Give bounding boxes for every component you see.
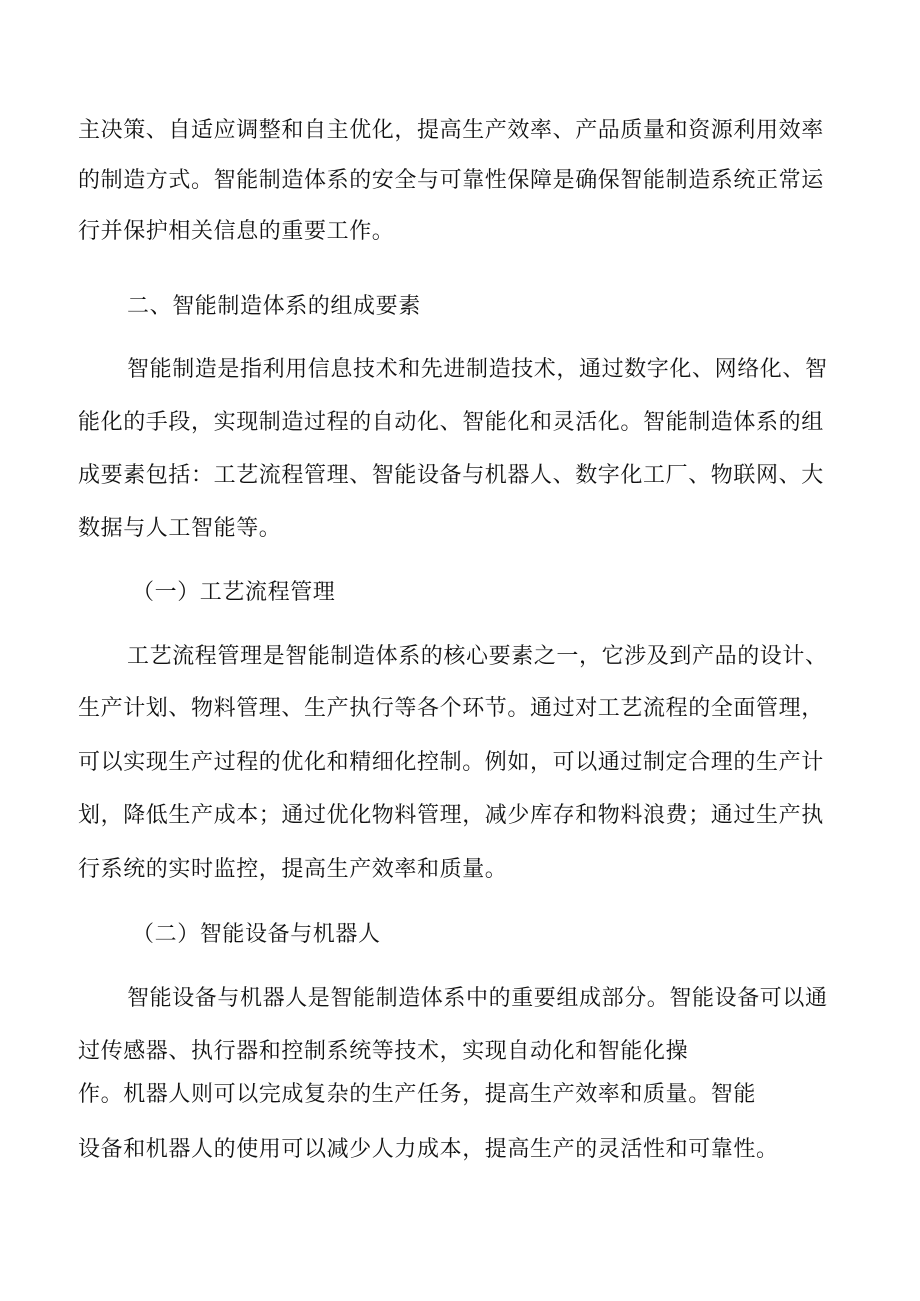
- section-para-line-1: 智能制造是指利用信息技术和先进制造技术，通过数字化、网络化、智: [127, 357, 828, 382]
- sub1-para-line-4: 划，降低生产成本；通过优化物料管理，减少库存和物料浪费；通过生产执: [78, 803, 824, 828]
- intro-line-3: 行并保护相关信息的重要工作。: [78, 219, 395, 244]
- intro-line-1: 主决策、自适应调整和自主优化，提高生产效率、产品质量和资源利用效率: [78, 118, 824, 143]
- sub2-para-line-4: 设备和机器人的使用可以减少人力成本，提高生产的灵活性和可靠性。: [78, 1137, 779, 1162]
- subsection-heading-2: （二）智能设备与机器人: [132, 922, 381, 947]
- section-para-line-3: 成要素包括：工艺流程管理、智能设备与机器人、数字化工厂、物联网、大: [78, 463, 824, 488]
- sub1-para-line-3: 可以实现生产过程的优化和精细化控制。例如，可以通过制定合理的生产计: [78, 750, 824, 775]
- intro-line-2: 的制造方式。智能制造体系的安全与可靠性保障是确保智能制造系统正常运: [78, 168, 824, 193]
- sub2-para-line-3: 作。机器人则可以完成复杂的生产任务，提高生产效率和质量。智能: [78, 1082, 757, 1107]
- sub2-para-line-1: 智能设备与机器人是智能制造体系中的重要组成部分。智能设备可以通: [127, 986, 828, 1011]
- section-para-line-4: 数据与人工智能等。: [78, 516, 282, 541]
- subsection-heading-1: （一）工艺流程管理: [132, 580, 336, 605]
- sub1-para-line-5: 行系统的实时监控，提高生产效率和质量。: [78, 857, 508, 882]
- section-heading: 二、智能制造体系的组成要素: [127, 294, 421, 319]
- section-para-line-2: 能化的手段，实现制造过程的自动化、智能化和灵活化。智能制造体系的组: [78, 410, 824, 435]
- sub1-para-line-1: 工艺流程管理是智能制造体系的核心要素之一，它涉及到产品的设计、: [127, 644, 828, 669]
- sub2-para-line-2: 过传感器、执行器和控制系统等技术，实现自动化和智能化操: [78, 1039, 689, 1064]
- sub1-para-line-2: 生产计划、物料管理、生产执行等各个环节。通过对工艺流程的全面管理，: [78, 696, 824, 721]
